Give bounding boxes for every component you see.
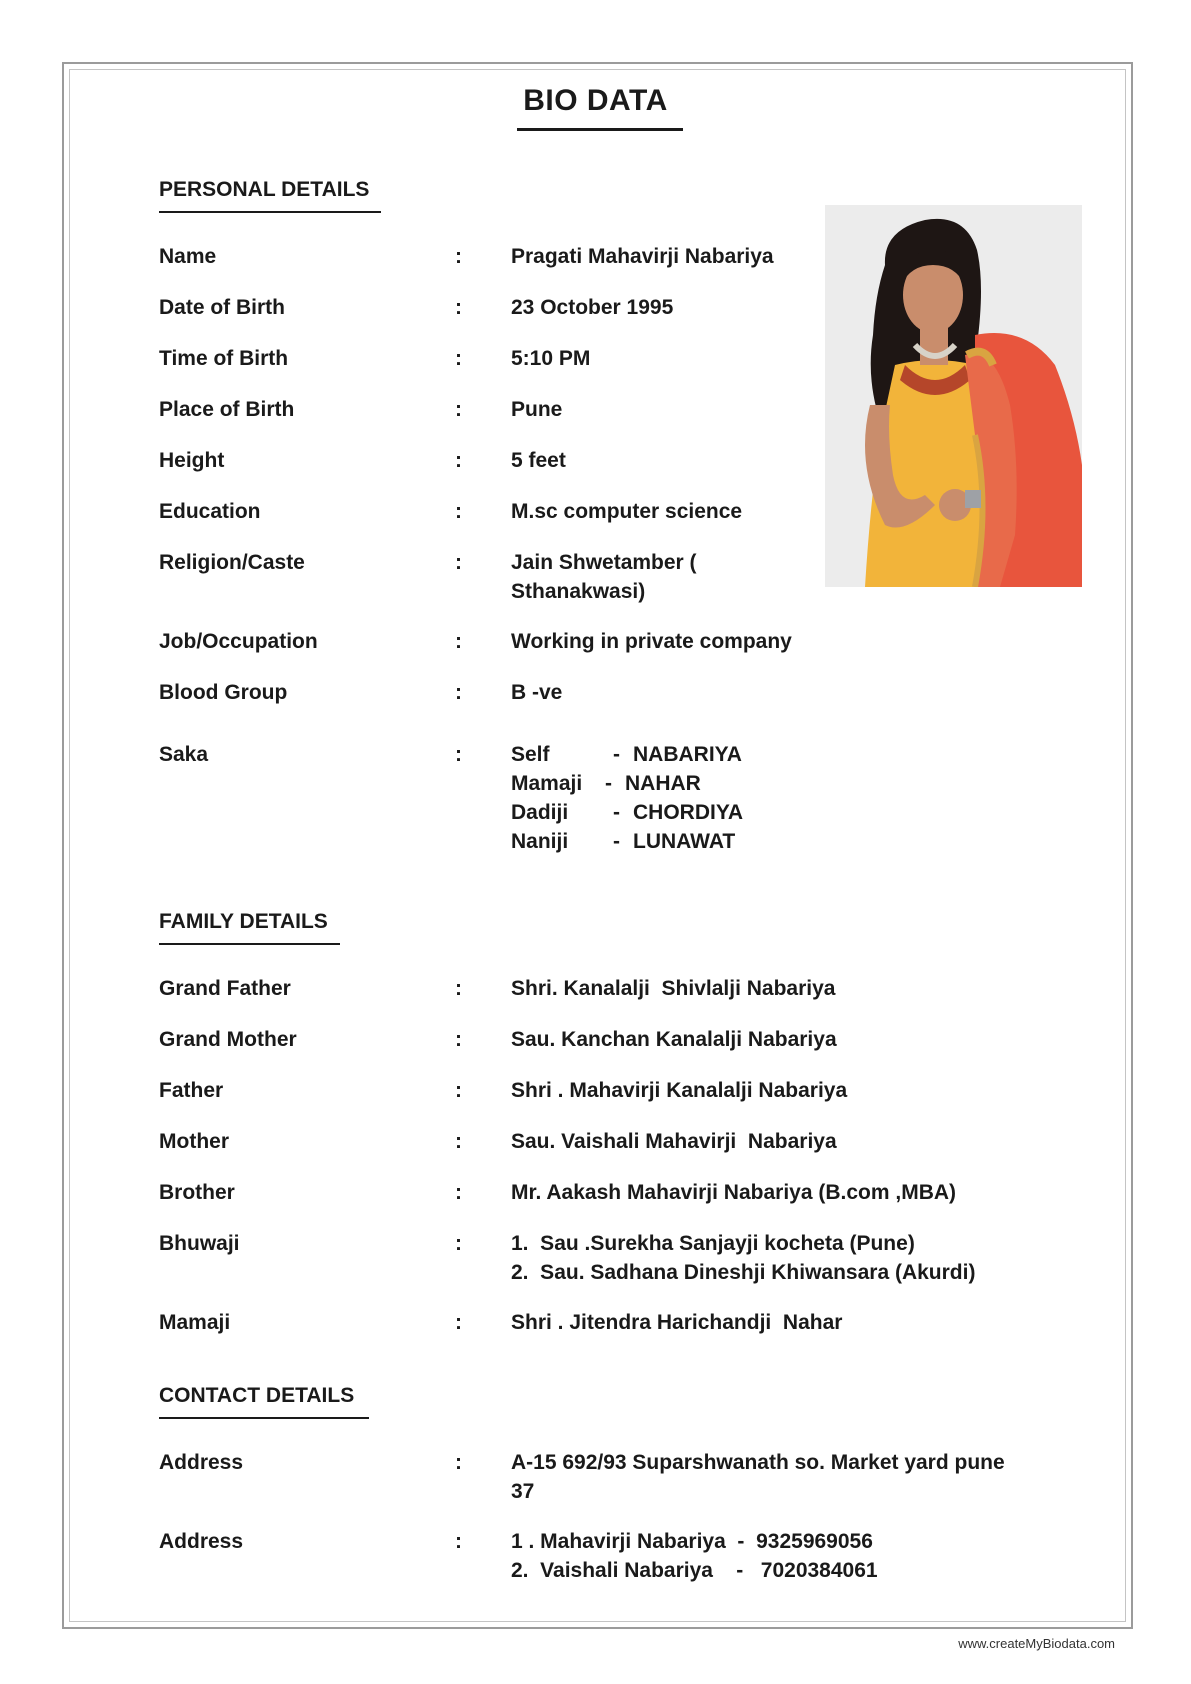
value-line: 1. Sau .Surekha Sanjayji kocheta (Pune) [511, 1232, 915, 1255]
saka-surname: NAHAR [625, 772, 701, 795]
section-heading-family: FAMILY DETAILS [159, 910, 328, 933]
field-value [511, 678, 562, 707]
field-value [511, 446, 566, 475]
saka-dash: - [613, 830, 620, 853]
value-line: Jain Shwetamber ( [511, 551, 697, 574]
field-value [511, 974, 835, 1003]
value-line: 37 [511, 1480, 535, 1503]
field-value [511, 395, 562, 424]
saka-entry [511, 827, 743, 856]
separator-colon: : [455, 245, 462, 268]
value-line: 1 . Mahavirji Nabariya - 9325969056 [511, 1530, 873, 1553]
separator-colon: : [455, 1079, 462, 1102]
field-label: Grand Father [159, 977, 291, 1000]
field-value [511, 1448, 1005, 1506]
field-value [511, 1527, 878, 1585]
saka-relation: Dadiji [511, 801, 569, 824]
field-value [511, 1025, 837, 1054]
field-label: Name [159, 245, 217, 268]
value-line: Mr. Aakash Mahavirji Nabariya (B.com ,MBA) [511, 1181, 957, 1204]
saka-surname: LUNAWAT [633, 830, 736, 853]
separator-colon: : [455, 449, 462, 472]
value-line: A-15 692/93 Suparshwanath so. Market yard pune [511, 1451, 1005, 1474]
field-value [511, 1178, 956, 1207]
saka-entry [511, 740, 743, 769]
field-value [511, 1127, 837, 1156]
field-label: Education [159, 500, 261, 523]
field-label: Bhuwaji [159, 1232, 240, 1255]
field-label: Place of Birth [159, 398, 295, 421]
saka-relation: Mamaji [511, 772, 583, 795]
separator-colon: : [455, 1232, 462, 1255]
value-line: 2. Sau. Sadhana Dineshji Khiwansara (Akurdi) [511, 1261, 976, 1284]
field-label: Brother [159, 1181, 235, 1204]
photo-watch [965, 490, 981, 508]
field-value [511, 1076, 847, 1105]
separator-colon: : [455, 500, 462, 523]
saka-entry [511, 769, 743, 798]
field-value [511, 627, 792, 656]
separator-colon: : [455, 743, 462, 766]
field-value [511, 548, 697, 606]
separator-colon: : [455, 1311, 462, 1334]
field-label: Father [159, 1079, 224, 1102]
value-line: Shri. Kanalalji Shivlalji Nabariya [511, 977, 836, 1000]
value-line: Sthanakwasi) [511, 580, 646, 603]
field-label: Religion/Caste [159, 551, 305, 574]
separator-colon: : [455, 296, 462, 319]
value-line: 23 October 1995 [511, 296, 674, 319]
separator-colon: : [455, 347, 462, 370]
title-underline [517, 128, 683, 131]
document-title: BIO DATA [523, 84, 668, 117]
field-label: Time of Birth [159, 347, 289, 370]
value-line: Working in private company [511, 630, 792, 653]
separator-colon: : [455, 398, 462, 421]
separator-colon: : [455, 630, 462, 653]
saka-dash: - [613, 743, 620, 766]
field-value [511, 1229, 975, 1287]
saka-list [511, 740, 743, 856]
saka-surname: CHORDIYA [633, 801, 744, 824]
field-label: Job/Occupation [159, 630, 318, 653]
value-line: Pune [511, 398, 563, 421]
value-line: B -ve [511, 681, 563, 704]
field-label: Address [159, 1530, 244, 1553]
value-line: 2. Vaishali Nabariya - 7020384061 [511, 1559, 878, 1582]
value-line: Sau. Kanchan Kanalalji Nabariya [511, 1028, 837, 1051]
field-value [511, 242, 774, 271]
separator-colon: : [455, 1530, 462, 1553]
separator-colon: : [455, 1130, 462, 1153]
value-line: Shri . Mahavirji Kanalalji Nabariya [511, 1079, 848, 1102]
saka-dash: - [605, 772, 612, 795]
value-line: Sau. Vaishali Mahavirji Nabariya [511, 1130, 837, 1153]
field-value [511, 344, 590, 373]
separator-colon: : [455, 1451, 462, 1474]
field-value [511, 293, 673, 322]
value-line: 5:10 PM [511, 347, 591, 370]
value-line: Pragati Mahavirji Nabariya [511, 245, 774, 268]
value-line: Shri . Jitendra Harichandji Nahar [511, 1311, 843, 1334]
section-heading-personal: PERSONAL DETAILS [159, 178, 370, 201]
field-label: Saka [159, 743, 209, 766]
field-value [511, 1308, 842, 1337]
saka-dash: - [613, 801, 620, 824]
field-label: Address [159, 1451, 244, 1474]
field-label: Mother [159, 1130, 229, 1153]
section-underline-contact [159, 1417, 369, 1419]
separator-colon: : [455, 977, 462, 1000]
separator-colon: : [455, 681, 462, 704]
section-underline-personal [159, 211, 381, 213]
field-label: Date of Birth [159, 296, 285, 319]
field-label: Grand Mother [159, 1028, 297, 1051]
saka-relation: Naniji [511, 830, 569, 853]
field-label: Height [159, 449, 225, 472]
section-underline-family [159, 943, 340, 945]
footer-website[interactable]: www.createMyBiodata.com [958, 1636, 1115, 1651]
field-label: Mamaji [159, 1311, 231, 1334]
field-label: Blood Group [159, 681, 288, 704]
saka-entry [511, 798, 743, 827]
separator-colon: : [455, 551, 462, 574]
profile-photo [825, 205, 1082, 587]
section-heading-contact: CONTACT DETAILS [159, 1384, 355, 1407]
value-line: 5 feet [511, 449, 566, 472]
value-line: M.sc computer science [511, 500, 743, 523]
saka-surname: NABARIYA [633, 743, 742, 766]
field-value [511, 497, 742, 526]
saka-relation: Self [511, 743, 550, 766]
separator-colon: : [455, 1181, 462, 1204]
separator-colon: : [455, 1028, 462, 1051]
